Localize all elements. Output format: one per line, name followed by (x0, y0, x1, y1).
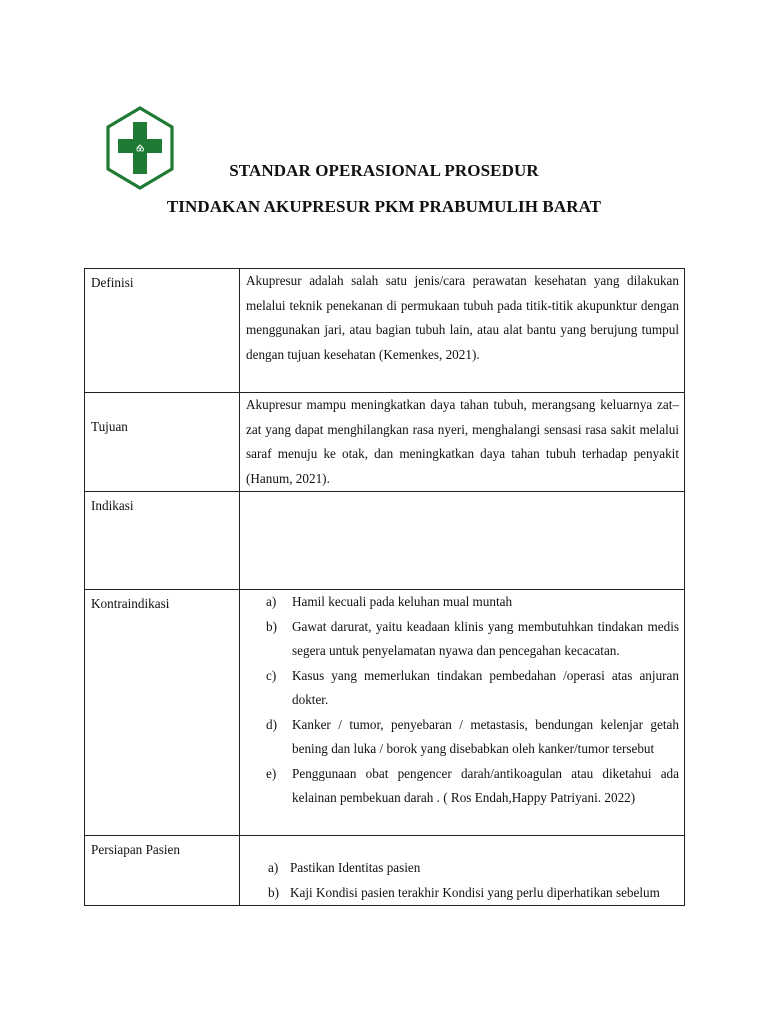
list-item (246, 856, 679, 881)
table-row (85, 492, 685, 590)
list-item-text: Kasus yang memerlukan tindakan pembedahan /operasi atas anjuran dokter. (292, 667, 679, 707)
list-item (246, 590, 679, 615)
table-row (85, 269, 685, 393)
definisi-text: Akupresur adalah salah satu jenis/cara perawatan kesehatan yang dilakukan melalui teknik penekanan di permukaan tubuh pada titik-titik akupunktur dengan menggunakan jari, atau bagian tubuh lain, atau alat bantu yang berujung tumpul dengan tujuan kesehatan (Kemenkes, 2021). (246, 273, 679, 362)
list-item (246, 713, 679, 762)
kontraindikasi-list (246, 590, 679, 811)
list-item-text: Hamil kecuali pada keluhan mual muntah (292, 594, 513, 609)
table-row (85, 393, 685, 492)
document-title: STANDAR OPERASIONAL PROSEDUR (229, 161, 539, 180)
list-item (246, 762, 679, 811)
list-marker: b) (266, 618, 277, 634)
row-content-indikasi (240, 492, 685, 590)
table-row (85, 836, 685, 906)
list-item-text: Kanker / tumor, penyebaran / metastasis, bendungan kelenjar getah bening dan luka / borok yang disebabkan oleh kanker/tumor tersebut (292, 716, 679, 756)
row-content-tujuan (240, 393, 685, 492)
tujuan-text: Akupresur mampu meningkatkan daya tahan tubuh, merangsang keluarnya zat–zat yang dapat menghilangkan rasa nyeri, menghalangi sensasi rasa sakit melalui saraf menuju ke otak, dan meningkatkan daya tahan tubuh terhadap penyakit (Hanum, 2021). (246, 397, 679, 486)
table-row (85, 590, 685, 836)
tujuan-label: Tujuan (91, 419, 128, 434)
list-item-text: Penggunaan obat pengencer darah/antikoagulan atau diketahui ada kelainan pembekuan darah . ( Ros Endah,Happy Patriyani. 2022) (292, 765, 679, 805)
list-marker: d) (266, 716, 277, 732)
list-marker: b) (268, 884, 279, 900)
sop-table (84, 268, 685, 906)
list-marker: a) (268, 860, 279, 875)
list-marker: a) (266, 594, 277, 609)
row-content-definisi (240, 269, 685, 393)
document-subtitle: TINDAKAN AKUPRESUR PKM PRABUMULIH BARAT (166, 197, 602, 216)
list-item (246, 664, 679, 713)
row-label-kontraindikasi: Kontraindikasi (85, 590, 240, 836)
list-item-text: Pastikan Identitas pasien (290, 860, 421, 875)
row-content-persiapan (240, 836, 685, 906)
list-item-text: Kaji Kondisi pasien terakhir Kondisi yang perlu diperhatikan sebelum (290, 884, 660, 900)
row-label-tujuan (85, 393, 240, 492)
list-marker: c) (266, 667, 277, 683)
list-marker: e) (266, 765, 277, 781)
list-item (246, 615, 679, 664)
row-label-persiapan: Persiapan Pasien (85, 836, 240, 906)
list-item-text: Gawat darurat, yaitu keadaan klinis yang membutuhkan tindakan medis segera untuk penyelamatan nyawa dan pencegahan kecacatan. (292, 618, 679, 658)
row-content-kontraindikasi (240, 590, 685, 836)
persiapan-list (246, 856, 679, 905)
row-label-definisi: Definisi (85, 269, 240, 393)
row-label-indikasi: Indikasi (85, 492, 240, 590)
list-item (246, 881, 679, 906)
